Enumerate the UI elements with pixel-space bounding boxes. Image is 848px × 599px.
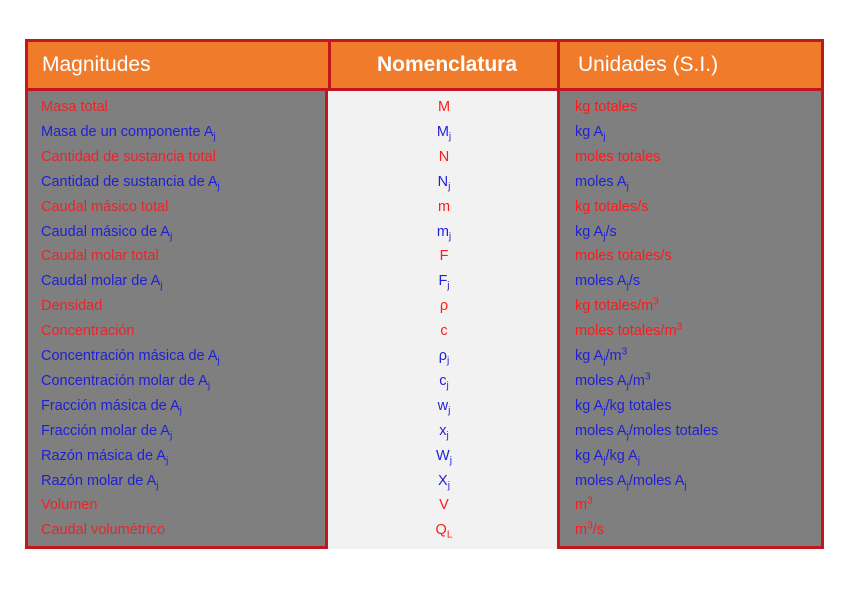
unidad-cell: [575, 244, 672, 269]
unidad-cell: [575, 95, 637, 120]
simbolo-text: X: [438, 472, 448, 489]
table-row: [25, 145, 824, 170]
unidad-text-mid: /moles A: [628, 472, 685, 489]
magnitud-text: Caudal másico total: [41, 198, 169, 215]
simbolo-cell: [328, 493, 560, 518]
table-row: [25, 220, 824, 245]
magnitud-cell: [41, 120, 216, 145]
unidad-subscript: j: [603, 355, 606, 367]
table-row: [25, 518, 824, 543]
unidad-cell: [575, 170, 629, 195]
simbolo-cell: [328, 419, 560, 444]
header-unidades: Unidades (S.I.): [578, 53, 719, 76]
simbolo-subscript: j: [448, 231, 452, 243]
magnitud-text: Masa de un componente A: [41, 123, 214, 140]
simbolo-cell: [328, 95, 560, 120]
magnitud-cell: [41, 369, 210, 394]
unidad-text: moles totales/s: [575, 248, 672, 265]
unidad-cell: [575, 518, 604, 543]
unidad-subscript-end: j: [684, 480, 687, 492]
magnitud-cell: [41, 493, 97, 518]
magnitud-text: Fracción másica de A: [41, 397, 180, 414]
unidad-text: moles totales: [575, 148, 661, 165]
magnitud-text: Caudal másico de A: [41, 223, 170, 240]
magnitud-cell: [41, 444, 168, 469]
magnitud-subscript: j: [169, 231, 173, 243]
simbolo-subscript: j: [449, 455, 452, 467]
unidad-cell: [575, 493, 593, 518]
table-row: [25, 319, 824, 344]
table-row: [25, 419, 824, 444]
unidad-text-mid: /m: [605, 348, 622, 364]
magnitud-subscript: j: [160, 280, 163, 292]
simbolo-cell: [328, 444, 560, 469]
unidad-superscript: 3: [653, 296, 659, 308]
table-row: [25, 269, 824, 294]
unidad-subscript: j: [603, 405, 606, 417]
unidad-text: moles A: [575, 173, 627, 190]
unidad-cell: [575, 269, 640, 294]
simbolo-subscript: j: [448, 181, 451, 193]
unidad-cell: [575, 344, 627, 369]
simbolo-text: N: [437, 173, 449, 190]
unidad-superscript: 3: [587, 495, 593, 507]
unidad-text: moles A: [575, 472, 627, 489]
simbolo-text: x: [439, 422, 447, 439]
unidad-cell: [575, 319, 682, 344]
unidad-subscript: j: [603, 455, 606, 467]
unidad-superscript: 3: [676, 321, 683, 333]
unidad-text: moles A: [575, 372, 627, 389]
unidad-subscript: j: [603, 231, 606, 243]
unidad-superscript: 3: [644, 371, 651, 383]
unidad-subscript: j: [626, 380, 629, 392]
simbolo-cell: [328, 220, 560, 245]
simbolo-text: c: [439, 372, 447, 389]
simbolo-text: W: [436, 447, 450, 464]
table-row: [25, 369, 824, 394]
simbolo-cell: [328, 518, 560, 543]
unidad-text-mid: /s: [605, 223, 617, 240]
magnitud-text: Masa total: [41, 99, 108, 115]
unidad-text: kg totales/s: [575, 198, 649, 215]
simbolo-text: Q: [435, 522, 447, 539]
simbolo-text: c: [440, 323, 448, 340]
simbolo-cell: [328, 319, 560, 344]
table-row: [25, 493, 824, 518]
simbolo-cell: [328, 394, 560, 419]
magnitud-cell: [41, 220, 172, 245]
table-row: [25, 244, 824, 269]
table-row: [25, 95, 824, 120]
simbolo-subscript: j: [446, 430, 449, 442]
simbolo-text: ρ: [438, 348, 447, 364]
unidad-text-mid: /s: [628, 273, 641, 290]
simbolo-text: M: [437, 99, 451, 115]
magnitud-cell: [41, 469, 159, 494]
magnitud-subscript: j: [169, 430, 173, 442]
simbolo-subscript: j: [447, 355, 450, 367]
magnitud-text: Concentración másica de A: [41, 348, 218, 364]
magnitud-text: Concentración molar de A: [41, 372, 208, 389]
unidad-cell: [575, 369, 651, 394]
magnitud-cell: [41, 518, 165, 543]
simbolo-cell: [328, 244, 560, 269]
unidad-cell: [575, 394, 672, 419]
magnitud-cell: [41, 419, 172, 444]
magnitud-cell: [41, 244, 159, 269]
unidad-text: moles A: [575, 273, 627, 290]
simbolo-cell: [328, 170, 560, 195]
magnitud-subscript: j: [217, 355, 220, 367]
unidad-text: kg A: [575, 348, 604, 364]
unidad-text: kg A: [575, 123, 604, 140]
unidad-text: kg totales/m: [575, 298, 654, 315]
magnitud-text: Fracción molar de A: [41, 422, 170, 439]
unidad-subscript: j: [603, 131, 606, 143]
simbolo-text: M: [436, 123, 449, 140]
unidad-text: moles A: [575, 422, 627, 439]
unidad-text: moles totales/m: [575, 323, 677, 340]
unidad-text-mid: /m: [628, 372, 645, 389]
magnitud-cell: [41, 170, 220, 195]
magnitud-subscript: j: [156, 480, 159, 492]
magnitud-cell: [41, 95, 108, 120]
magnitud-subscript: j: [217, 181, 220, 193]
table-row: [25, 344, 824, 369]
magnitud-subscript: j: [207, 380, 211, 392]
simbolo-subscript: j: [448, 405, 451, 417]
simbolo-cell: [328, 469, 560, 494]
magnitud-text: Volumen: [41, 497, 98, 514]
unidad-text-mid: /kg A: [605, 447, 638, 464]
magnitudes-table: [25, 39, 824, 549]
table-row: [25, 394, 824, 419]
header-nomenclatura: Nomenclatura: [376, 53, 518, 76]
table-row: [25, 469, 824, 494]
magnitud-subscript: j: [213, 131, 216, 143]
table-header: [25, 39, 824, 91]
magnitud-text: Razón másica de A: [41, 447, 166, 464]
simbolo-text: F: [438, 273, 448, 290]
table-row: [25, 170, 824, 195]
magnitud-text: Caudal molar de A: [41, 273, 161, 290]
simbolo-subscript: j: [448, 131, 452, 143]
magnitud-text: Caudal volumétrico: [41, 522, 166, 539]
unidad-text: kg totales: [575, 99, 638, 115]
simbolo-subscript: L: [446, 529, 453, 541]
simbolo-text: m: [437, 198, 451, 215]
simbolo-subscript: j: [447, 280, 450, 292]
simbolo-cell: [328, 294, 560, 319]
magnitud-cell: [41, 195, 168, 220]
unidad-cell: [575, 419, 718, 444]
unidad-subscript: j: [626, 181, 629, 193]
magnitud-cell: [41, 269, 163, 294]
unidad-subscript-end: j: [637, 455, 640, 467]
simbolo-text: ρ: [439, 298, 449, 315]
simbolo-cell: [328, 369, 560, 394]
unidad-subscript: j: [626, 280, 629, 292]
table-row: [25, 294, 824, 319]
simbolo-text: V: [439, 497, 449, 514]
magnitud-text: Cantidad de sustancia total: [41, 148, 216, 165]
magnitud-cell: [41, 394, 182, 419]
unidad-text-mid: /kg totales: [605, 397, 672, 414]
unidad-text-mid: /moles totales: [628, 422, 719, 439]
magnitud-cell: [41, 344, 220, 369]
unidad-superscript: 3: [587, 520, 593, 532]
magnitud-cell: [41, 294, 102, 319]
simbolo-subscript: j: [447, 480, 450, 492]
unidad-cell: [575, 145, 660, 170]
unidad-text-end: /s: [592, 522, 605, 539]
unidad-cell: [575, 195, 648, 220]
simbolo-cell: [328, 269, 560, 294]
magnitud-text: Cantidad de sustancia de A: [41, 173, 218, 190]
unidad-cell: [575, 444, 640, 469]
simbolo-text: F: [439, 248, 449, 265]
magnitud-cell: [41, 319, 135, 344]
simbolo-text: w: [437, 397, 449, 414]
simbolo-text: m: [436, 223, 449, 240]
unidad-cell: [575, 120, 605, 145]
unidad-subscript: j: [626, 480, 629, 492]
simbolo-cell: [328, 145, 560, 170]
magnitud-cell: [41, 145, 216, 170]
unidad-text: m: [575, 522, 588, 539]
simbolo-subscript: j: [446, 380, 449, 392]
table-body: [25, 91, 824, 549]
unidad-text: kg A: [575, 447, 604, 464]
magnitud-text: Densidad: [41, 298, 103, 315]
unidad-subscript: j: [626, 430, 629, 442]
magnitud-text: Razón molar de A: [41, 472, 157, 489]
simbolo-cell: [328, 195, 560, 220]
simbolo-text: N: [438, 148, 450, 165]
table-row: [25, 120, 824, 145]
unidad-superscript: 3: [621, 346, 628, 358]
table-row: [25, 444, 824, 469]
simbolo-cell: [328, 120, 560, 145]
magnitud-text: Concentración: [41, 323, 135, 340]
magnitud-text: Caudal molar total: [41, 248, 159, 265]
unidad-text: m: [575, 497, 588, 514]
unidad-text: kg A: [575, 223, 604, 240]
magnitud-subscript: j: [179, 405, 182, 417]
header-magnitudes: Magnitudes: [42, 53, 151, 76]
magnitud-subscript: j: [165, 455, 169, 467]
header-divider: [557, 42, 560, 88]
unidad-cell: [575, 469, 687, 494]
unidad-text: kg A: [575, 397, 604, 414]
simbolo-cell: [328, 344, 560, 369]
unidad-cell: [575, 294, 659, 319]
unidad-cell: [575, 220, 617, 245]
table-row: [25, 195, 824, 220]
